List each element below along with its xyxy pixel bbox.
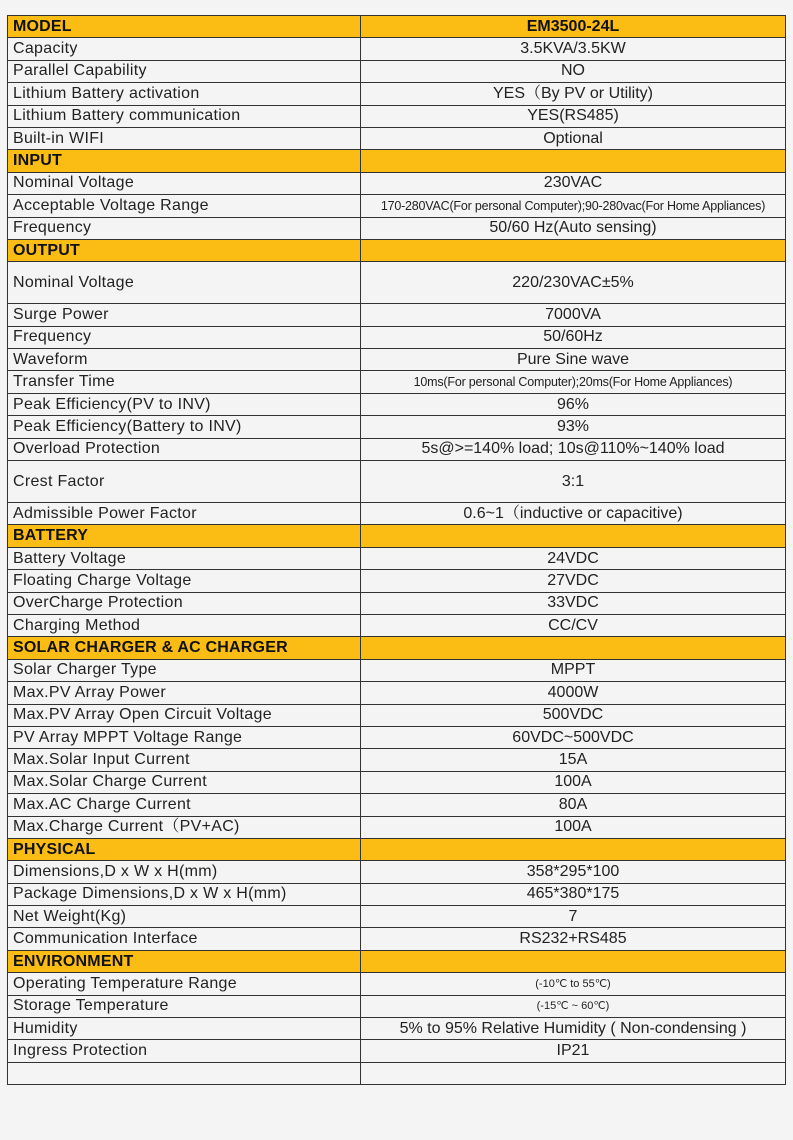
spec-label: Battery Voltage bbox=[8, 547, 361, 569]
spec-label: Dimensions,D x W x H(mm) bbox=[8, 861, 361, 883]
section-value: EM3500-24L bbox=[361, 16, 786, 38]
spec-value: YES（By PV or Utility) bbox=[361, 83, 786, 105]
spec-row bbox=[8, 349, 786, 371]
spec-value: 33VDC bbox=[361, 592, 786, 614]
section-title: SOLAR CHARGER & AC CHARGER bbox=[8, 637, 361, 659]
spec-row bbox=[8, 547, 786, 569]
spec-value: 5% to 95% Relative Humidity ( Non-condensing ) bbox=[361, 1018, 786, 1040]
spec-value: 24VDC bbox=[361, 547, 786, 569]
spec-value: 4000W bbox=[361, 682, 786, 704]
spec-value: Optional bbox=[361, 127, 786, 149]
spec-row bbox=[8, 771, 786, 793]
spec-row bbox=[8, 393, 786, 415]
spec-row bbox=[8, 83, 786, 105]
spec-value: YES(RS485) bbox=[361, 105, 786, 127]
spec-value: 170-280VAC(For personal Computer);90-280vac(For Home Appliances) bbox=[361, 195, 786, 217]
spec-value: 96% bbox=[361, 393, 786, 415]
spec-value: IP21 bbox=[361, 1040, 786, 1062]
spec-value: 93% bbox=[361, 416, 786, 438]
spec-row bbox=[8, 704, 786, 726]
spec-label: Ingress Protection bbox=[8, 1040, 361, 1062]
spec-value: Pure Sine wave bbox=[361, 349, 786, 371]
spec-value: 15A bbox=[361, 749, 786, 771]
spec-row bbox=[8, 659, 786, 681]
section-value bbox=[361, 637, 786, 659]
spec-label: Overload Protection bbox=[8, 438, 361, 460]
spec-row bbox=[8, 1018, 786, 1040]
spec-value: 100A bbox=[361, 771, 786, 793]
spec-value: 7 bbox=[361, 906, 786, 928]
spec-label: Crest Factor bbox=[8, 461, 361, 503]
spec-label: Max.PV Array Power bbox=[8, 682, 361, 704]
spec-row bbox=[8, 973, 786, 995]
spec-label: Nominal Voltage bbox=[8, 262, 361, 304]
spec-row bbox=[8, 503, 786, 525]
section-value bbox=[361, 950, 786, 972]
section-header-row bbox=[8, 239, 786, 261]
spec-value: CC/CV bbox=[361, 614, 786, 636]
spec-value: 3.5KVA/3.5KW bbox=[361, 38, 786, 60]
spec-row bbox=[8, 1040, 786, 1062]
spec-label: Acceptable Voltage Range bbox=[8, 195, 361, 217]
spec-value: 3:1 bbox=[361, 461, 786, 503]
spec-value: 27VDC bbox=[361, 570, 786, 592]
spec-value: (-15℃ ~ 60℃) bbox=[361, 995, 786, 1017]
spec-row bbox=[8, 416, 786, 438]
section-value bbox=[361, 150, 786, 172]
section-value bbox=[361, 525, 786, 547]
section-title: PHYSICAL bbox=[8, 838, 361, 860]
spec-label: Package Dimensions,D x W x H(mm) bbox=[8, 883, 361, 905]
spec-label: Solar Charger Type bbox=[8, 659, 361, 681]
spec-label: Communication Interface bbox=[8, 928, 361, 950]
spec-row bbox=[8, 371, 786, 393]
spec-row bbox=[8, 906, 786, 928]
spec-row bbox=[8, 326, 786, 348]
spec-value: 60VDC~500VDC bbox=[361, 726, 786, 748]
spec-row bbox=[8, 127, 786, 149]
spec-label: Humidity bbox=[8, 1018, 361, 1040]
spec-label: Frequency bbox=[8, 217, 361, 239]
spec-table bbox=[7, 15, 786, 1085]
spec-label: Capacity bbox=[8, 38, 361, 60]
spec-value: 0.6~1（inductive or capacitive) bbox=[361, 503, 786, 525]
spec-label: Waveform bbox=[8, 349, 361, 371]
spec-label: Storage Temperature bbox=[8, 995, 361, 1017]
spec-label: Nominal Voltage bbox=[8, 172, 361, 194]
spec-label: Floating Charge Voltage bbox=[8, 570, 361, 592]
spec-label: Lithium Battery activation bbox=[8, 83, 361, 105]
spec-value: RS232+RS485 bbox=[361, 928, 786, 950]
spec-value: 220/230VAC±5% bbox=[361, 262, 786, 304]
spec-value: 5s@>=140% load; 10s@110%~140% load bbox=[361, 438, 786, 460]
spec-value: MPPT bbox=[361, 659, 786, 681]
spec-row bbox=[8, 304, 786, 326]
spec-value: 50/60 Hz(Auto sensing) bbox=[361, 217, 786, 239]
section-title: MODEL bbox=[8, 16, 361, 38]
section-header-row bbox=[8, 950, 786, 972]
spec-label: Peak Efficiency(PV to INV) bbox=[8, 393, 361, 415]
spec-label: Max.AC Charge Current bbox=[8, 794, 361, 816]
spec-label: Max.Solar Input Current bbox=[8, 749, 361, 771]
spec-row bbox=[8, 794, 786, 816]
spec-value: 500VDC bbox=[361, 704, 786, 726]
spec-row bbox=[8, 438, 786, 460]
section-title: ENVIRONMENT bbox=[8, 950, 361, 972]
section-title: OUTPUT bbox=[8, 239, 361, 261]
section-header-row bbox=[8, 637, 786, 659]
spec-value: 465*380*175 bbox=[361, 883, 786, 905]
spec-row bbox=[8, 614, 786, 636]
spec-row bbox=[8, 883, 786, 905]
spec-value: NO bbox=[361, 60, 786, 82]
spec-label: Built-in WIFI bbox=[8, 127, 361, 149]
section-header-row bbox=[8, 16, 786, 38]
spec-row bbox=[8, 570, 786, 592]
spec-row bbox=[8, 682, 786, 704]
spec-row bbox=[8, 592, 786, 614]
spec-label bbox=[8, 1062, 361, 1084]
spec-value: 358*295*100 bbox=[361, 861, 786, 883]
spec-value: 100A bbox=[361, 816, 786, 838]
spec-label: Lithium Battery communication bbox=[8, 105, 361, 127]
section-title: INPUT bbox=[8, 150, 361, 172]
spec-value: (-10℃ to 55℃) bbox=[361, 973, 786, 995]
spec-value: 7000VA bbox=[361, 304, 786, 326]
spec-label: PV Array MPPT Voltage Range bbox=[8, 726, 361, 748]
spec-label: Charging Method bbox=[8, 614, 361, 636]
section-header-row bbox=[8, 838, 786, 860]
spec-label: Net Weight(Kg) bbox=[8, 906, 361, 928]
spec-label: Admissible Power Factor bbox=[8, 503, 361, 525]
spec-row bbox=[8, 105, 786, 127]
spec-label: Max.Charge Current（PV+AC) bbox=[8, 816, 361, 838]
spec-label: Max.Solar Charge Current bbox=[8, 771, 361, 793]
spec-row bbox=[8, 995, 786, 1017]
spec-label: Max.PV Array Open Circuit Voltage bbox=[8, 704, 361, 726]
spec-row bbox=[8, 172, 786, 194]
spec-label: OverCharge Protection bbox=[8, 592, 361, 614]
spec-label: Peak Efficiency(Battery to INV) bbox=[8, 416, 361, 438]
spec-value: 10ms(For personal Computer);20ms(For Home Appliances) bbox=[361, 371, 786, 393]
spec-row bbox=[8, 1062, 786, 1084]
section-header-row bbox=[8, 150, 786, 172]
spec-row bbox=[8, 217, 786, 239]
spec-row bbox=[8, 726, 786, 748]
spec-row bbox=[8, 195, 786, 217]
spec-value: 80A bbox=[361, 794, 786, 816]
spec-table-body bbox=[8, 16, 786, 1085]
spec-row bbox=[8, 262, 786, 304]
spec-row bbox=[8, 861, 786, 883]
section-value bbox=[361, 838, 786, 860]
spec-value bbox=[361, 1062, 786, 1084]
spec-value: 50/60Hz bbox=[361, 326, 786, 348]
spec-row bbox=[8, 816, 786, 838]
spec-row bbox=[8, 749, 786, 771]
spec-row bbox=[8, 928, 786, 950]
section-title: BATTERY bbox=[8, 525, 361, 547]
spec-row bbox=[8, 38, 786, 60]
spec-label: Operating Temperature Range bbox=[8, 973, 361, 995]
spec-value: 230VAC bbox=[361, 172, 786, 194]
spec-row bbox=[8, 461, 786, 503]
spec-label: Frequency bbox=[8, 326, 361, 348]
spec-label: Surge Power bbox=[8, 304, 361, 326]
section-header-row bbox=[8, 525, 786, 547]
section-value bbox=[361, 239, 786, 261]
spec-row bbox=[8, 60, 786, 82]
spec-label: Transfer Time bbox=[8, 371, 361, 393]
spec-label: Parallel Capability bbox=[8, 60, 361, 82]
